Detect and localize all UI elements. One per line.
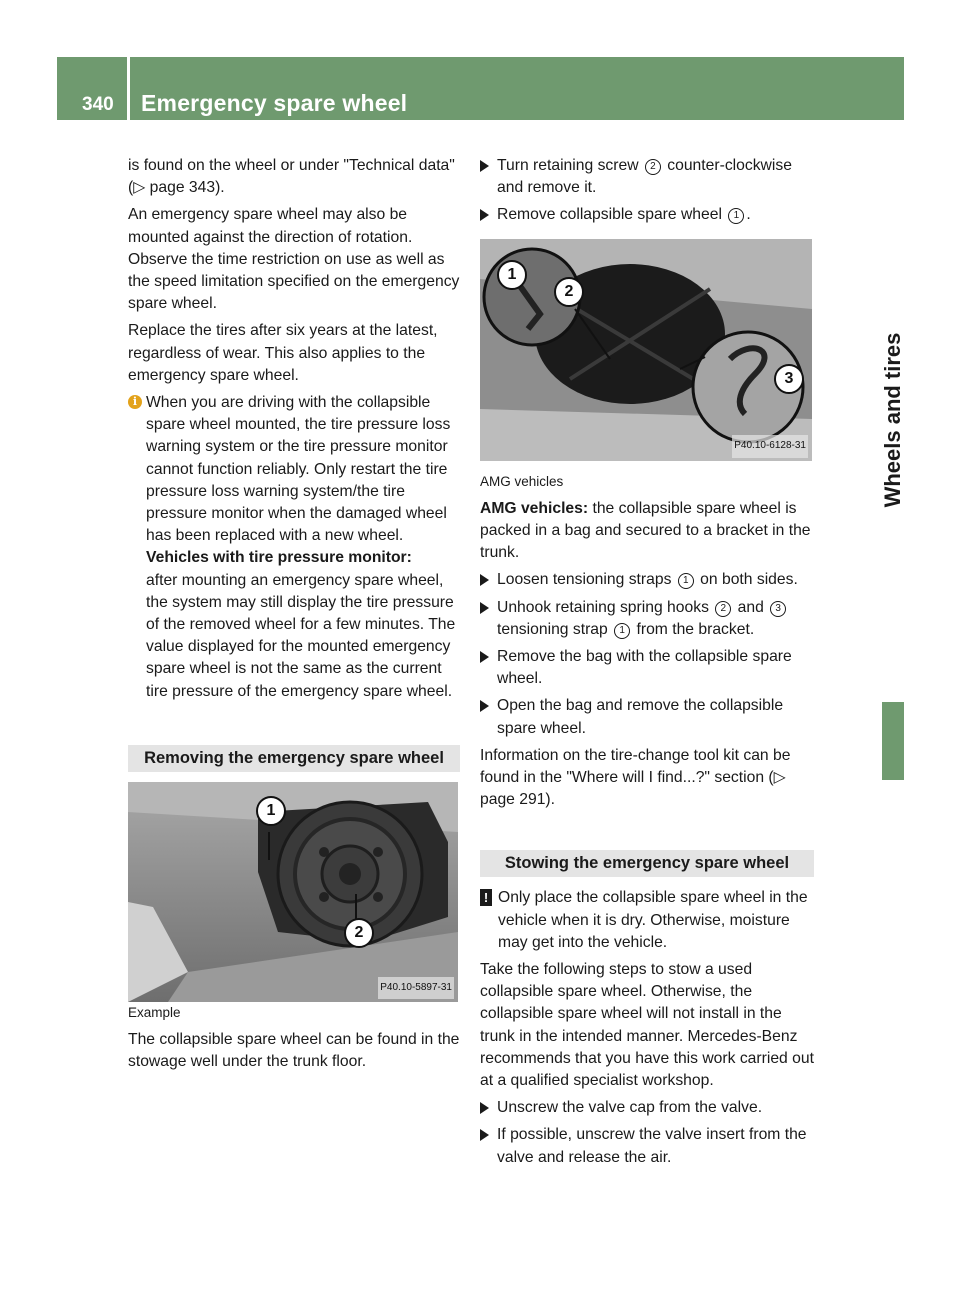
figure-code: P40.10-6128-31 [732, 435, 808, 457]
header-divider [127, 57, 130, 120]
side-tab-label: Wheels and tires [880, 332, 905, 508]
callout-2: 2 [554, 277, 584, 307]
note-text: When you are driving with the collapsible spare wheel mounted, the tire pressure loss warning system or the tire pressure monitor cannot function reliably. Only restart the tire pressure loss warning system/the tire pressure monitor when the damaged wheel has been replaced with a new wheel. [146, 394, 451, 545]
info-icon: i [128, 395, 142, 409]
step-arrow-icon [480, 574, 489, 586]
callout-2: 2 [344, 918, 374, 948]
step-arrow-icon [480, 160, 489, 172]
step-item: Unhook retaining spring hooks 2 and 3 tensioning strap 1 from the bracket. [480, 597, 814, 641]
paragraph: Replace the tires after six years at the latest, regardless of wear. This also applies to the emergency spare wheel. [128, 322, 438, 384]
page-number: 340 [82, 94, 114, 115]
figure-spare-wheel-well [128, 782, 458, 1002]
heading-stowing: Stowing the emergency spare wheel [480, 850, 814, 877]
step-item: Turn retaining screw 2 counter-clockwise and remove it. [480, 155, 814, 199]
circled-number: 1 [728, 208, 744, 224]
section-title: Emergency spare wheel [141, 90, 408, 116]
heading-removing: Removing the emergency spare wheel [128, 745, 460, 772]
step-item: Open the bag and remove the collapsible spare wheel. [480, 695, 814, 739]
circled-number: 3 [770, 601, 786, 617]
paragraph: An emergency spare wheel may also be mounted against the direction of rotation. Observe the time restriction on use as well as the speed limitation specified on the emergency spare wheel. [128, 206, 460, 313]
paragraph: Take the following steps to stow a used collapsible spare wheel. Otherwise, the collapsible spare wheel will not install in the trunk in the intended manner. Mercedes-Benz recommends that you have this work carried out at a qualified specialist workshop. [480, 961, 814, 1090]
paragraph: The collapsible spare wheel can be found in the stowage well under the trunk floor. [128, 1031, 460, 1071]
paragraph: is found on the wheel or under "Technical data" (▷ page 343). [128, 157, 455, 197]
paragraph: Information on the tire-change tool kit can be found in the "Where will I find...?" section (▷ page 291). [480, 746, 791, 809]
step-arrow-icon [480, 1129, 489, 1141]
step-item: Loosen tensioning straps 1 on both sides. [480, 569, 814, 591]
circled-number: 1 [614, 623, 630, 639]
step-item: Remove collapsible spare wheel 1 . [480, 204, 814, 226]
circled-number: 1 [678, 573, 694, 589]
callout-3: 3 [774, 364, 804, 394]
spare-wheel-illustration [128, 782, 458, 1002]
step-arrow-icon [480, 651, 489, 663]
left-column [128, 155, 460, 1078]
info-note [128, 392, 460, 703]
circled-number: 2 [715, 601, 731, 617]
step-item: If possible, unscrew the valve insert from the valve and release the air. [480, 1124, 814, 1168]
step-arrow-icon [480, 602, 489, 614]
figure-code: P40.10-5897-31 [378, 977, 454, 999]
callout-1: 1 [256, 796, 286, 826]
paragraph: AMG vehicles: the collapsible spare wheel is packed in a bag and secured to a bracket in the trunk. [480, 499, 811, 562]
warning-icon: ! [480, 889, 492, 906]
note-bold: Vehicles with tire pressure monitor: [146, 549, 412, 567]
right-column [480, 155, 814, 1174]
step-item: Remove the bag with the collapsible spare wheel. [480, 646, 814, 690]
step-arrow-icon [480, 700, 489, 712]
step-arrow-icon [480, 1102, 489, 1114]
figure-caption: Example [128, 1004, 181, 1020]
note-body: after mounting an emergency spare wheel, the system may still display the tire pressure of the removed wheel for a few minutes. The value displayed for the mounted emergency spare wheel is not the same as the current tire pressure of the emergency spare wheel. [146, 571, 456, 700]
note-text-2 [146, 547, 460, 702]
callout-1: 1 [497, 260, 527, 290]
figure-caption: AMG vehicles [480, 473, 564, 489]
step-item: Unscrew the valve cap from the valve. [480, 1097, 814, 1119]
warning-note [480, 887, 814, 954]
side-tab-marker [882, 702, 904, 780]
amg-bag-illustration [480, 239, 812, 461]
warning-text: Only place the collapsible spare wheel in the vehicle when it is dry. Otherwise, moisture may get into the vehicle. [498, 889, 808, 951]
circled-number: 2 [645, 159, 661, 175]
step-arrow-icon [480, 209, 489, 221]
figure-amg-bag [480, 239, 812, 461]
